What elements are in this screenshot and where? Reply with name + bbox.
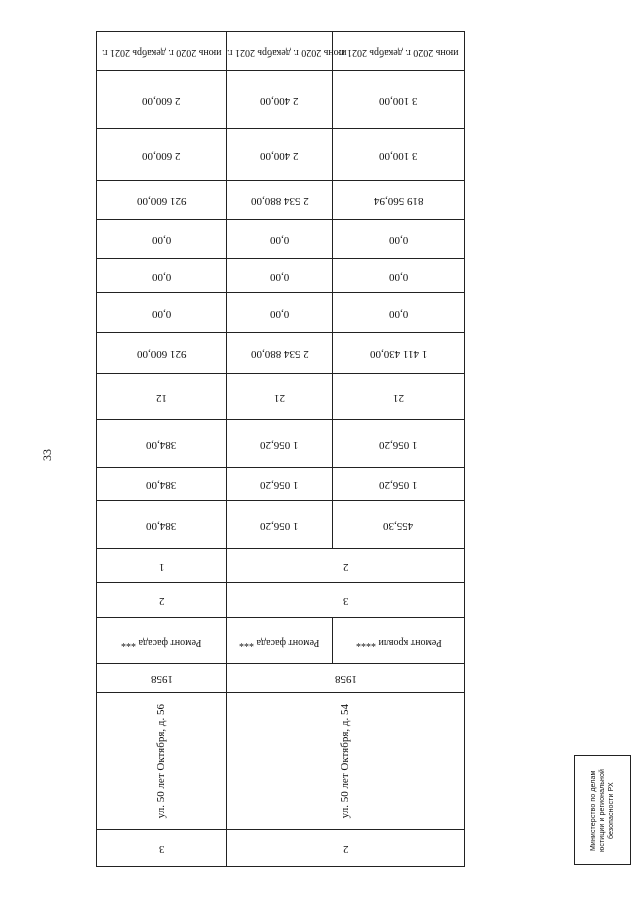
official-stamp	[574, 755, 631, 865]
group-number-cell: 2	[227, 549, 465, 583]
table-cell: 819 560,94	[333, 181, 465, 220]
table-cell: 1 056,20	[227, 420, 333, 468]
table-cell: 2 400,00	[227, 71, 333, 129]
work-type-cell: Ремонт фасада ***	[97, 618, 227, 664]
stamp-text: Министерство по делам юстиции и региональной безопасности РХ	[590, 768, 615, 852]
table-cell: 21	[227, 374, 333, 420]
table-cell: 0,00	[97, 259, 227, 293]
table-cell: 0,00	[227, 293, 333, 333]
stage-number-cell: 3	[227, 583, 465, 618]
document-table	[96, 31, 464, 861]
address-cell: ул. 50 лет Октября, д. 56	[97, 693, 227, 830]
table-cell: 1 056,20	[227, 468, 333, 501]
row-index-cell: 2	[227, 830, 465, 867]
table-cell: 1 411 430,00	[333, 333, 465, 374]
table-cell: 2 600,00	[97, 71, 227, 129]
table-cell: 384,00	[97, 420, 227, 468]
table-cell: 0,00	[333, 293, 465, 333]
table-cell: 2 534 880,00	[227, 181, 333, 220]
table-cell: 1 056,20	[227, 501, 333, 549]
table-cell: 12	[97, 374, 227, 420]
table-cell: 3 100,00	[333, 71, 465, 129]
table-cell: 0,00	[333, 259, 465, 293]
table-cell: 0,00	[97, 293, 227, 333]
table-cell: 921 600,00	[97, 333, 227, 374]
year-cell: 1958	[227, 664, 465, 693]
table-cell: 1 056,20	[333, 468, 465, 501]
table-cell: 3 100,00	[333, 129, 465, 181]
table-cell: 0,00	[97, 220, 227, 259]
table-cell: 2 600,00	[97, 129, 227, 181]
address-cell: ул. 50 лет Октября, д. 54	[227, 693, 465, 830]
work-type-cell: Ремонт фасада ***	[227, 618, 333, 664]
group-number-cell: 1	[97, 549, 227, 583]
table-header-cell: июнь 2020 г. декабрь 2021 г.	[333, 32, 465, 71]
table-cell: 455,30	[333, 501, 465, 549]
table-cell: 1 056,20	[333, 420, 465, 468]
table-cell: 0,00	[227, 259, 333, 293]
year-cell: 1958	[97, 664, 227, 693]
table-cell: 921 600,00	[97, 181, 227, 220]
table-cell: 2 534 880,00	[227, 333, 333, 374]
table-header-cell: июнь 2020 г. декабрь 2021 г.	[97, 32, 227, 71]
row-index-cell: 3	[97, 830, 227, 867]
table-cell: 384,00	[97, 501, 227, 549]
table-cell: 384,00	[97, 468, 227, 501]
table-cell: 0,00	[333, 220, 465, 259]
work-type-cell: Ремонт кровли ****	[333, 618, 465, 664]
table-cell: 21	[333, 374, 465, 420]
table-cell: 0,00	[227, 220, 333, 259]
table-cell: 2 400,00	[227, 129, 333, 181]
table-header-cell: июнь 2020 г. декабрь 2021 г.	[227, 32, 333, 71]
page-number: 33	[40, 449, 54, 461]
stage-number-cell: 2	[97, 583, 227, 618]
